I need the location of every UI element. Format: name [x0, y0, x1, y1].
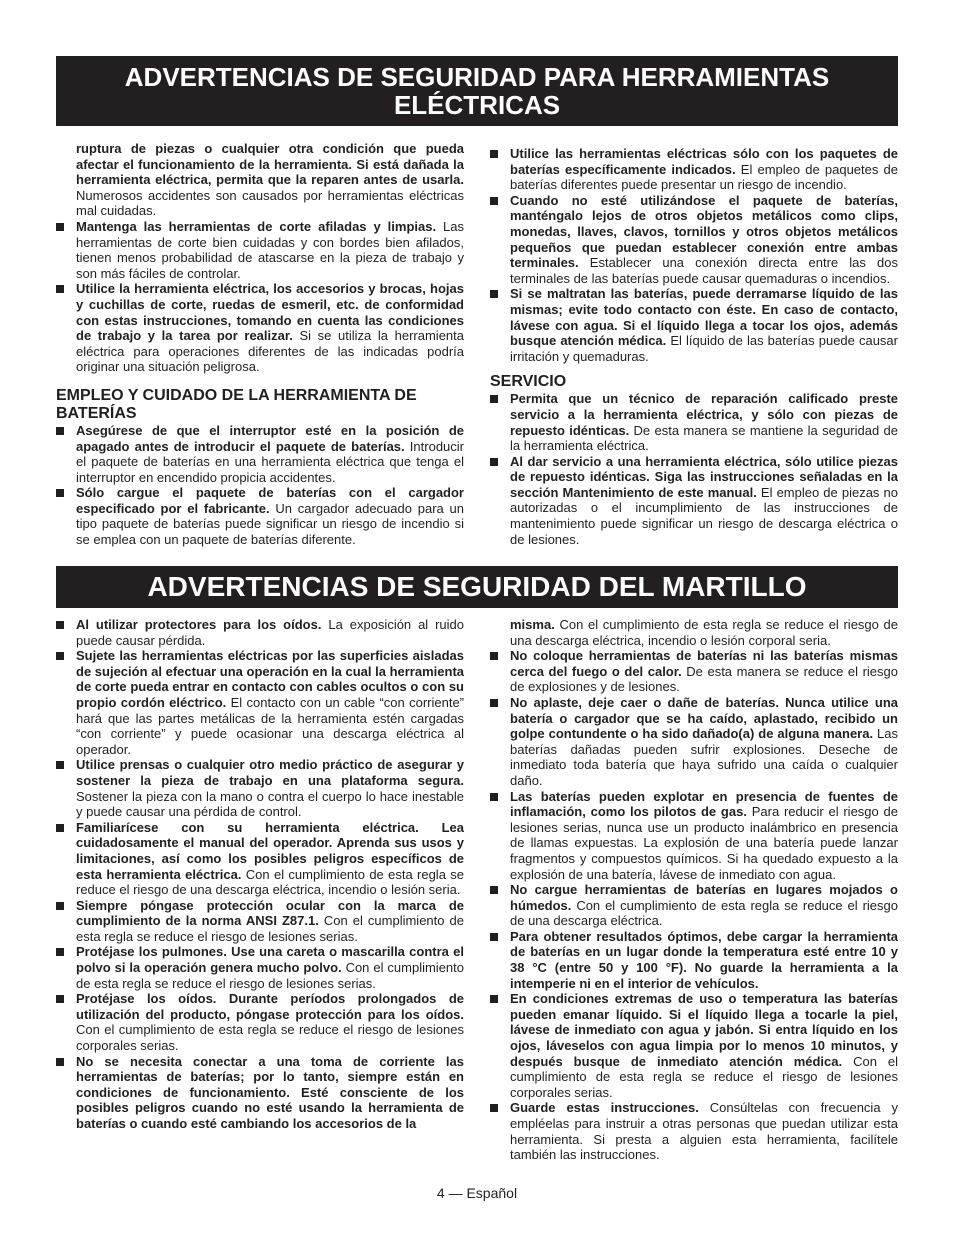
item-text: Introducir el paquete de baterías en una herramienta eléctrica que tenga el interruptor en encendido propicia accidentes. — [76, 438, 464, 485]
bullet-icon — [490, 886, 498, 894]
item-bold-text: No coloque herramientas de baterías ni las baterías mismas cerca del fuego o del calor. — [510, 648, 898, 679]
bullet-icon — [490, 699, 498, 707]
bullet-icon — [56, 621, 64, 629]
list-item — [490, 617, 898, 648]
column-2 — [490, 146, 898, 547]
item-text: Para reducir el riesgo de lesiones serias, nunca use un producto inalámbrico en presencia de llamas expuestas. La explosión de una batería puede lanzar fragmentos y compuestos químicos. Si ha quedado expuesto a la explosión de una batería, lávese de inmediato con agua. — [510, 804, 898, 882]
item-text: Con el cumplimiento de esta regla se reduce el riesgo de lesiones corporales serias. — [510, 1053, 898, 1100]
item-bold-text: Mantenga las herramientas de corte afiladas y limpias. — [76, 218, 437, 234]
item-text: Sostener la pieza con la mano o contra el cuerpo lo hace inestable y puede causar una pérdida de control. — [76, 788, 464, 820]
item-bold-text: Asegúrese de que el interruptor esté en la posición de apagado antes de introducir el paquete de baterías. — [76, 422, 464, 454]
item-bold-text: Al utilizar protectores para los oídos. — [76, 617, 322, 632]
bullet-icon — [56, 761, 64, 769]
item-bold-text: No se necesita conectar a una toma de corriente las herramientas de baterías; por lo tanto, siempre están en condiciones de funcionamiento. Esté consciente de los posibles peligros cuando no esté usando la herramienta de baterías o cuando esté cambiando los accesorios de la — [76, 1053, 464, 1131]
list-item — [56, 991, 464, 1053]
list-item — [490, 929, 898, 991]
section-banner-hammer: ADVERTENCIAS DE SEGURIDAD DEL MARTILLO — [56, 566, 898, 608]
item-bold-text: Siempre póngase protección ocular con la marca de cumplimiento de la norma ANSI Z87.1. — [76, 897, 464, 929]
item-text: Las herramientas de corte bien cuidadas y con bordes bien afilados, tienen menos probabilidad de atascarse en la pieza de trabajo y son más fáciles de controlar. — [76, 218, 465, 281]
item-bold-text: misma. — [510, 617, 555, 632]
item-text: Un cargador adecuado para un tipo paquete de baterías puede significar un riesgo de incendio si se emplea con un paquete de baterías diferente. — [76, 500, 464, 548]
item-text: El líquido de las baterías puede causar irritación y quemaduras. — [510, 333, 898, 364]
section-heading-battery-use: EMPLEO Y CUIDADO DE LA HERRAMIENTA DE BATERÍAS — [56, 386, 417, 422]
bullet-icon — [56, 427, 64, 435]
item-bold-text: Protéjase los pulmones. Use una careta o mascarilla contra el polvo si la operación genera mucho polvo. — [76, 944, 464, 976]
item-bold-text: Familiarícese con su herramienta eléctrica. Lea cuidadosamente el manual del operador. Aprenda sus usos y limitaciones, así como los posibles peligros específicos de esta herramienta eléctrica. — [76, 819, 464, 882]
item-bold-text: No aplaste, deje caer o dañe de baterías. Nunca utilice una batería o cargador que se ha caído, aplastado, recibido un golpe contundente o ha sido dañado(a) de alguna manera. — [510, 694, 898, 742]
list-item — [56, 281, 464, 375]
bullet-icon — [56, 652, 64, 660]
item-text: El contacto con un cable “con corriente” hará que las partes metálicas de la herramienta estén cargadas “con corriente” y puede ocasionar una descarga eléctrica al operador. — [76, 694, 464, 757]
list-item — [56, 820, 464, 898]
item-bold-text: No cargue herramientas de baterías en lugares mojados o húmedos. — [510, 882, 898, 913]
item-text: Con el cumplimiento de esta regla se reduce el riesgo de una descarga eléctrica. — [510, 897, 898, 929]
list-item — [490, 789, 898, 883]
bullet-icon — [490, 197, 498, 205]
bullet-icon — [490, 793, 498, 801]
list-item — [490, 882, 898, 929]
bullet-icon — [490, 995, 498, 1003]
item-text: Las baterías dañadas pueden sufrir explosiones. Deseche de inmediato toda batería que haya sufrido una caída o cualquier daño. — [510, 726, 898, 788]
item-bold-text: Al dar servicio a una herramienta eléctrica, sólo utilice piezas de repuesto idénticas. Siga las instrucciones señaladas en la sección Mantenimiento de este manual. — [510, 453, 898, 500]
section-heading-service: SERVICIO — [490, 373, 567, 391]
list-item — [490, 1100, 898, 1162]
list-item — [56, 898, 464, 945]
list-item — [490, 286, 898, 364]
item-text: Si se utiliza la herramienta eléctrica para operaciones diferentes de las indicadas podría originar una situación peligrosa. — [76, 328, 464, 375]
item-bold-text: Para obtener resultados óptimos, debe cargar la herramienta de baterías en un lugar donde la temperatura esté entre 10 y 38 °C (entre 50 y 100 °F). No guarde la herramienta a la intemperie ni en el interior de vehículos. — [510, 928, 898, 991]
section-banner-power-tools: ADVERTENCIAS DE SEGURIDAD PARA HERRAMIENTAS ELÉCTRICAS — [56, 56, 898, 126]
list-item — [56, 219, 464, 281]
list-item — [56, 1054, 464, 1132]
bullet-icon — [56, 948, 64, 956]
list-item — [490, 991, 898, 1100]
column-3 — [56, 617, 464, 1132]
item-bold-text: Permita que un técnico de reparación calificado preste servicio a la herramienta eléctrica, y sólo con piezas de repuesto idénticas. — [510, 391, 898, 438]
list-item — [56, 485, 464, 547]
bullet-icon — [490, 652, 498, 660]
item-bold-text: Utilice prensas o cualquier otro medio práctico de asegurar y sostener la pieza de trabajo en una plataforma segura. — [76, 757, 464, 788]
bullet-icon — [490, 150, 498, 158]
bullet-icon — [56, 285, 64, 293]
item-bold-text: Sólo cargue el paquete de baterías con el cargador especificado por el fabricante. — [76, 485, 464, 516]
list-item — [56, 617, 464, 648]
page-footer: 4 — Español — [436, 1185, 518, 1201]
item-text: Consúltelas con frecuencia y empléelas para instruir a otras personas que puedan utilizar esta herramienta. Si presta a alguien esta herramienta, facilítele también las instrucciones. — [510, 1100, 898, 1163]
list-item — [56, 648, 464, 757]
bullet-icon — [56, 223, 64, 231]
item-text: Establecer una conexión directa entre las dos terminales de las baterías puede causar quemaduras o incendios. — [510, 255, 898, 286]
item-text: Con el cumplimiento de esta regla se reduce el riesgo de una descarga eléctrica, incendio o lesión corporal seria. — [510, 617, 898, 648]
item-bold-text: Las baterías pueden explotar en presencia de fuentes de inflamación, como los pilotos de gas. — [510, 788, 898, 820]
item-bold-text: Utilice las herramientas eléctricas sólo con los paquetes de baterías específicamente indicados. — [510, 146, 898, 177]
list-item — [490, 695, 898, 789]
bullet-icon — [490, 395, 498, 403]
bullet-icon — [56, 902, 64, 910]
column-4 — [490, 617, 898, 1163]
list-item — [56, 944, 464, 991]
bullet-icon — [490, 1104, 498, 1112]
item-bold-text: Cuando no esté utilizándose el paquete de baterías, manténgalo lejos de otros objetos metálicos como clips, monedas, llaves, clavos, tornillos y otros objetos metálicos pequeños que puedan establecer conexión entre ambas terminales. — [510, 192, 898, 271]
list-item — [490, 648, 898, 695]
list-item — [490, 146, 898, 193]
item-bold-text: ruptura de piezas o cualquier otra condición que pueda afectar el funcionamiento de la herramienta. Si está dañada la herramienta eléctrica, permita que la reparen antes de usarla. — [76, 141, 464, 188]
list-item — [56, 757, 464, 819]
item-bold-text: Protéjase los oídos. Durante períodos prolongados de utilización del producto, póngase protección para los oídos. — [76, 991, 464, 1022]
list-item — [56, 423, 464, 485]
item-text: El empleo de paquetes de baterías diferentes puede presentar un riesgo de incendio. — [510, 161, 898, 193]
item-text: Con el cumplimiento de esta regla se reduce el riesgo de lesiones serias. — [76, 913, 464, 944]
bullet-icon — [490, 458, 498, 466]
column-1 — [56, 141, 464, 548]
item-bold-text: Si se maltratan las baterías, puede derramarse líquido de las mismas; evite todo contacto con éste. En caso de contacto, lávese con agua. Si el líquido llega a tocar los ojos, además busque atención médica. — [510, 286, 898, 349]
item-text: Numerosos accidentes son causados por herramientas eléctricas mal cuidadas. — [76, 187, 464, 219]
item-bold-text: Guarde estas instrucciones. — [510, 1100, 699, 1116]
item-text: Con el cumplimiento de esta regla se reduce el riesgo de una descarga eléctrica, incendio o lesión seria. — [76, 866, 464, 898]
list-item — [490, 193, 898, 287]
bullet-icon — [490, 290, 498, 298]
item-text: Con el cumplimiento de esta regla se reduce el riesgo de lesiones serias. — [76, 960, 464, 991]
item-text: El empleo de piezas no autorizadas o el incumplimiento de las instrucciones de mantenimiento puede significar un riesgo de descarga eléctrica o de lesiones. — [510, 484, 898, 547]
item-bold-text: En condiciones extremas de uso o temperatura las baterías pueden emanar líquido. Si el líquido llega a tocarle la piel, lávese de inmediato con agua y jabón. Si entra líquido en los ojos, láveselos con agua limpia por lo menos 10 minutos, y después busque de inmediato atención médica. — [510, 991, 898, 1069]
item-bold-text: Sujete las herramientas eléctricas por las superficies aisladas de sujeción al efectuar una operación en la cual la herramienta de corte pueda entrar en contacto con cables ocultos o con su propio cordón eléctrico. — [76, 648, 464, 710]
bullet-icon — [56, 1058, 64, 1066]
list-item — [490, 391, 898, 453]
item-text: La exposición al ruido puede causar pérdida. — [76, 617, 465, 648]
item-text: Con el cumplimiento de esta regla se reduce el riesgo de lesiones corporales serias. — [76, 1022, 464, 1054]
bullet-icon — [56, 824, 64, 832]
bullet-icon — [56, 995, 64, 1003]
bullet-icon — [490, 933, 498, 941]
item-text: De esta manera se reduce el riesgo de explosiones y de lesiones. — [510, 663, 898, 695]
list-item — [490, 454, 898, 548]
bullet-icon — [56, 489, 64, 497]
list-item — [56, 141, 464, 219]
item-text: De esta manera se mantiene la seguridad de la herramienta eléctrica. — [510, 422, 898, 454]
item-bold-text: Utilice la herramienta eléctrica, los accesorios y brocas, hojas y cuchillas de corte, ruedas de esmeril, etc. de conformidad con estas instrucciones, tomando en cuenta las condiciones de trabajo y la tarea por realizar. — [76, 281, 464, 344]
